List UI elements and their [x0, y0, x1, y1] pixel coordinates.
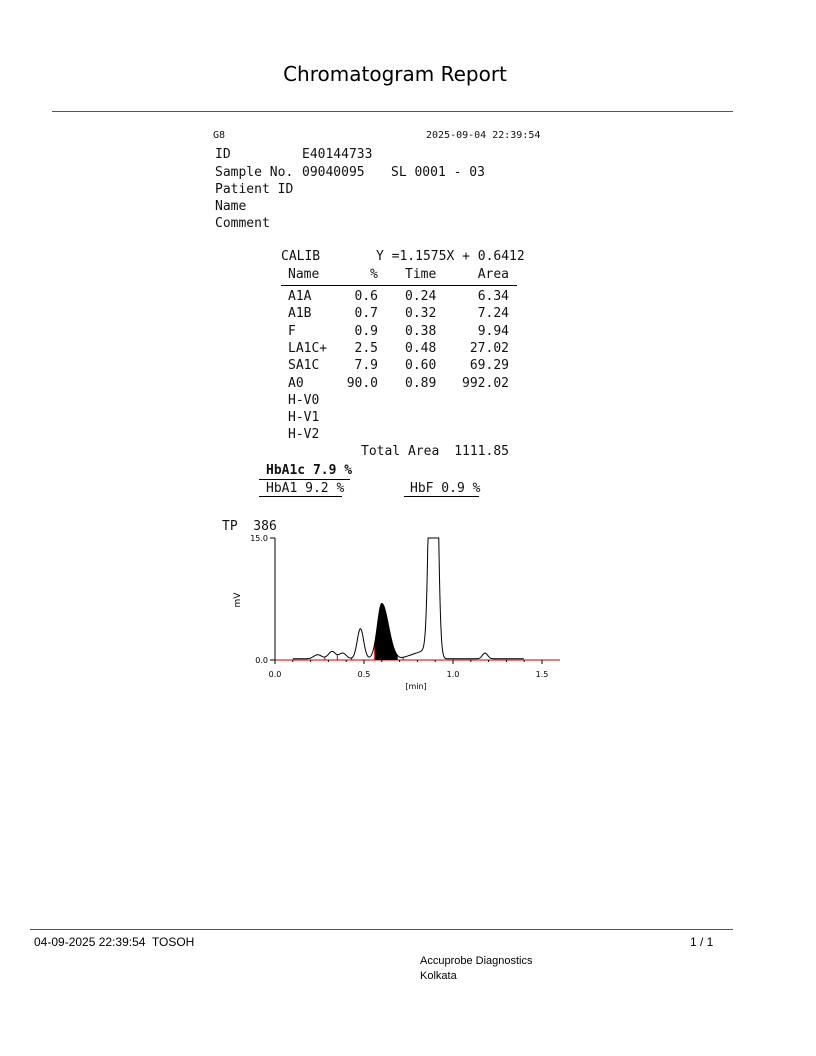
y-tick-label: 15.0: [250, 534, 268, 543]
print-datetime: 2025-09-04 22:39:54: [426, 130, 541, 141]
comment-label: Comment: [215, 216, 270, 231]
x-tick-label: 0.0: [268, 670, 282, 679]
cell-name: F: [288, 323, 296, 339]
col-header-time: Time: [405, 267, 437, 282]
cell-area: 992.02: [462, 375, 509, 391]
footer-timestamp: 04-09-2025 22:39:54 TOSOH: [34, 935, 195, 949]
instrument-label: G8: [213, 130, 226, 141]
cell-area: 7.24: [477, 306, 509, 322]
cell-time: 0.48: [405, 340, 437, 356]
cell-name: LA1C+: [288, 340, 328, 356]
total-area-label: Total Area: [361, 444, 440, 459]
chromatogram-trace: [293, 538, 524, 659]
cell-area: 27.02: [469, 340, 509, 356]
id-label: ID: [215, 147, 231, 162]
x-tick-label: 0.5: [357, 670, 371, 679]
y-axis-label: mV: [233, 592, 243, 608]
hba1c-result: HbA1c 7.9 %: [266, 463, 353, 478]
patient-id-label: Patient ID: [215, 182, 294, 197]
x-axis-label: [min]: [405, 682, 427, 691]
col-header-name: Name: [288, 267, 320, 282]
footer-divider: [30, 929, 733, 930]
cell-percent: 90.0: [346, 375, 378, 391]
cell-area: 9.94: [477, 323, 509, 339]
cell-percent: 2.5: [354, 340, 378, 356]
cell-name: H-V0: [288, 392, 320, 408]
cell-time: 0.24: [405, 289, 437, 304]
x-tick-label: 1.5: [535, 670, 549, 679]
sa1c-peak-fill: [375, 603, 398, 660]
cell-name: H-V1: [288, 410, 320, 426]
lab-name: Accuprobe Diagnostics: [420, 955, 533, 967]
cell-name: SA1C: [288, 358, 320, 374]
calib-equation: Y =1.1575X + 0.6412: [376, 249, 525, 264]
calib-label: CALIB: [281, 249, 321, 264]
name-label: Name: [215, 199, 247, 214]
tp-value: TP 386: [222, 519, 277, 534]
hba1-result: HbA1 9.2 %: [266, 481, 345, 496]
sample-value: 09040095: [302, 165, 365, 180]
sample-label: Sample No.: [215, 165, 294, 180]
cell-time: 0.89: [405, 375, 437, 391]
cell-percent: 7.9: [354, 358, 378, 374]
cell-area: 69.29: [469, 358, 509, 374]
cell-time: 0.60: [405, 358, 437, 374]
hbf-result: HbF 0.9 %: [410, 481, 481, 496]
cell-time: 0.38: [405, 323, 437, 339]
cell-percent: 0.9: [354, 323, 378, 339]
cell-name: A1B: [288, 306, 312, 322]
page-number: 1 / 1: [690, 935, 714, 949]
cell-name: A0: [288, 375, 304, 391]
cell-name: H-V2: [288, 427, 320, 443]
x-tick-label: 1.0: [446, 670, 460, 679]
id-value: E40144733: [302, 147, 373, 162]
lab-city: Kolkata: [420, 970, 457, 982]
col-header-percent: %: [370, 267, 378, 282]
page-title: Chromatogram Report: [283, 62, 507, 86]
sl-value: SL 0001 - 03: [391, 165, 485, 180]
cell-time: 0.32: [405, 306, 437, 322]
cell-percent: 0.6: [354, 289, 378, 304]
total-area-value: 1111.85: [454, 444, 509, 459]
cell-percent: 0.7: [354, 306, 378, 322]
cell-name: A1A: [288, 289, 312, 304]
cell-area: 6.34: [477, 289, 509, 304]
col-header-area: Area: [477, 267, 509, 282]
y-tick-label: 0.0: [255, 656, 268, 665]
